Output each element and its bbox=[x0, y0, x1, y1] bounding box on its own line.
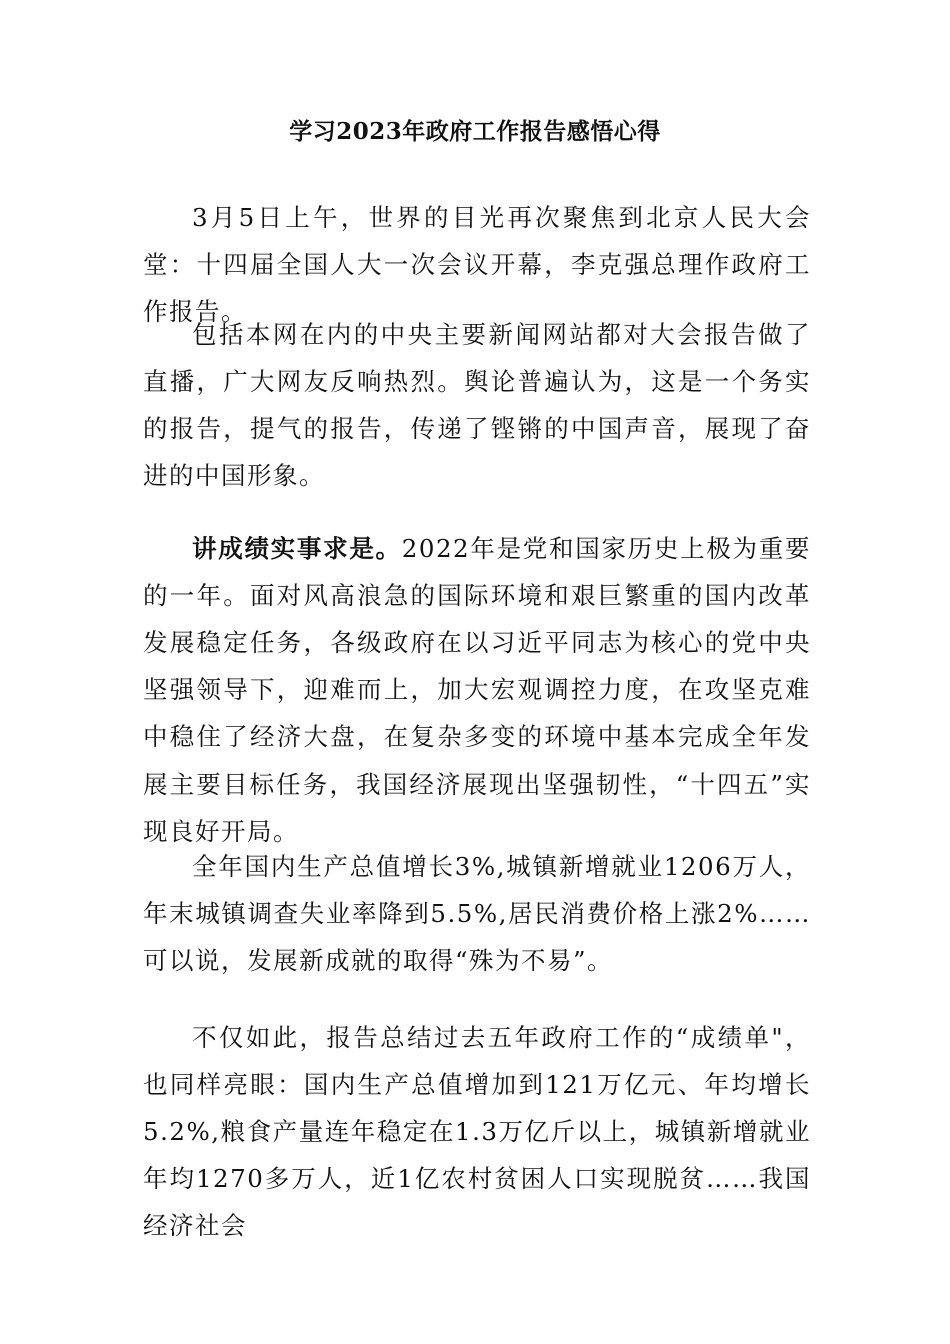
paragraph-5-text: 不仅如此，报告总结过去五年政府工作的“成绩单"，也同样亮眼：国内生产总值增加到121万亿元、年均增长5.2%,粮食产量连年稳定在1.3万亿斤以上，城镇新增就业年均1270多万人，近1亿农村贫困人口实现脱贫……我国经济社会 bbox=[143, 1022, 811, 1241]
paragraph-3 bbox=[143, 525, 811, 855]
document-title: 学习2023年政府工作报告感悟心得 bbox=[289, 118, 661, 145]
paragraph-3-text: 2022年是党和国家历史上极为重要的一年。面对风高浪急的国际环境和艰巨繁重的国内改革发展稳定任务，各级政府在以习近平同志为核心的党中央坚强领导下，迎难而上，加大宏观调控力度，在攻坚克难中稳住了经济大盘，在复杂多变的环境中基本完成全年发展主要目标任务，我国经济展现出坚强韧性，“十四五”实现良好开局。 bbox=[143, 533, 812, 846]
paragraph-2 bbox=[143, 311, 811, 500]
paragraph-5 bbox=[143, 1014, 811, 1250]
paragraph-4-text: 全年国内生产总值增长3%,城镇新增就业1206万人，年末城镇调查失业率降到5.5%,居民消费价格上涨2%……可以说，发展新成就的取得“殊为不易”。 bbox=[143, 851, 811, 975]
paragraph-2-text: 包括本网在内的中央主要新闻网站都对大会报告做了直播，广大网友反响热烈。舆论普遍认为，这是一个务实的报告，提气的报告，传递了铿锵的中国声音，展现了奋进的中国形象。 bbox=[143, 319, 811, 491]
paragraph-1-text: 3月5日上午，世界的目光再次聚焦到北京人民大会堂：十四届全国人大一次会议开幕，李克强总理作政府工作报告。 bbox=[143, 202, 811, 326]
paragraph-3-lead: 讲成绩实事求是。 bbox=[192, 533, 402, 563]
paragraph-4 bbox=[143, 843, 811, 985]
